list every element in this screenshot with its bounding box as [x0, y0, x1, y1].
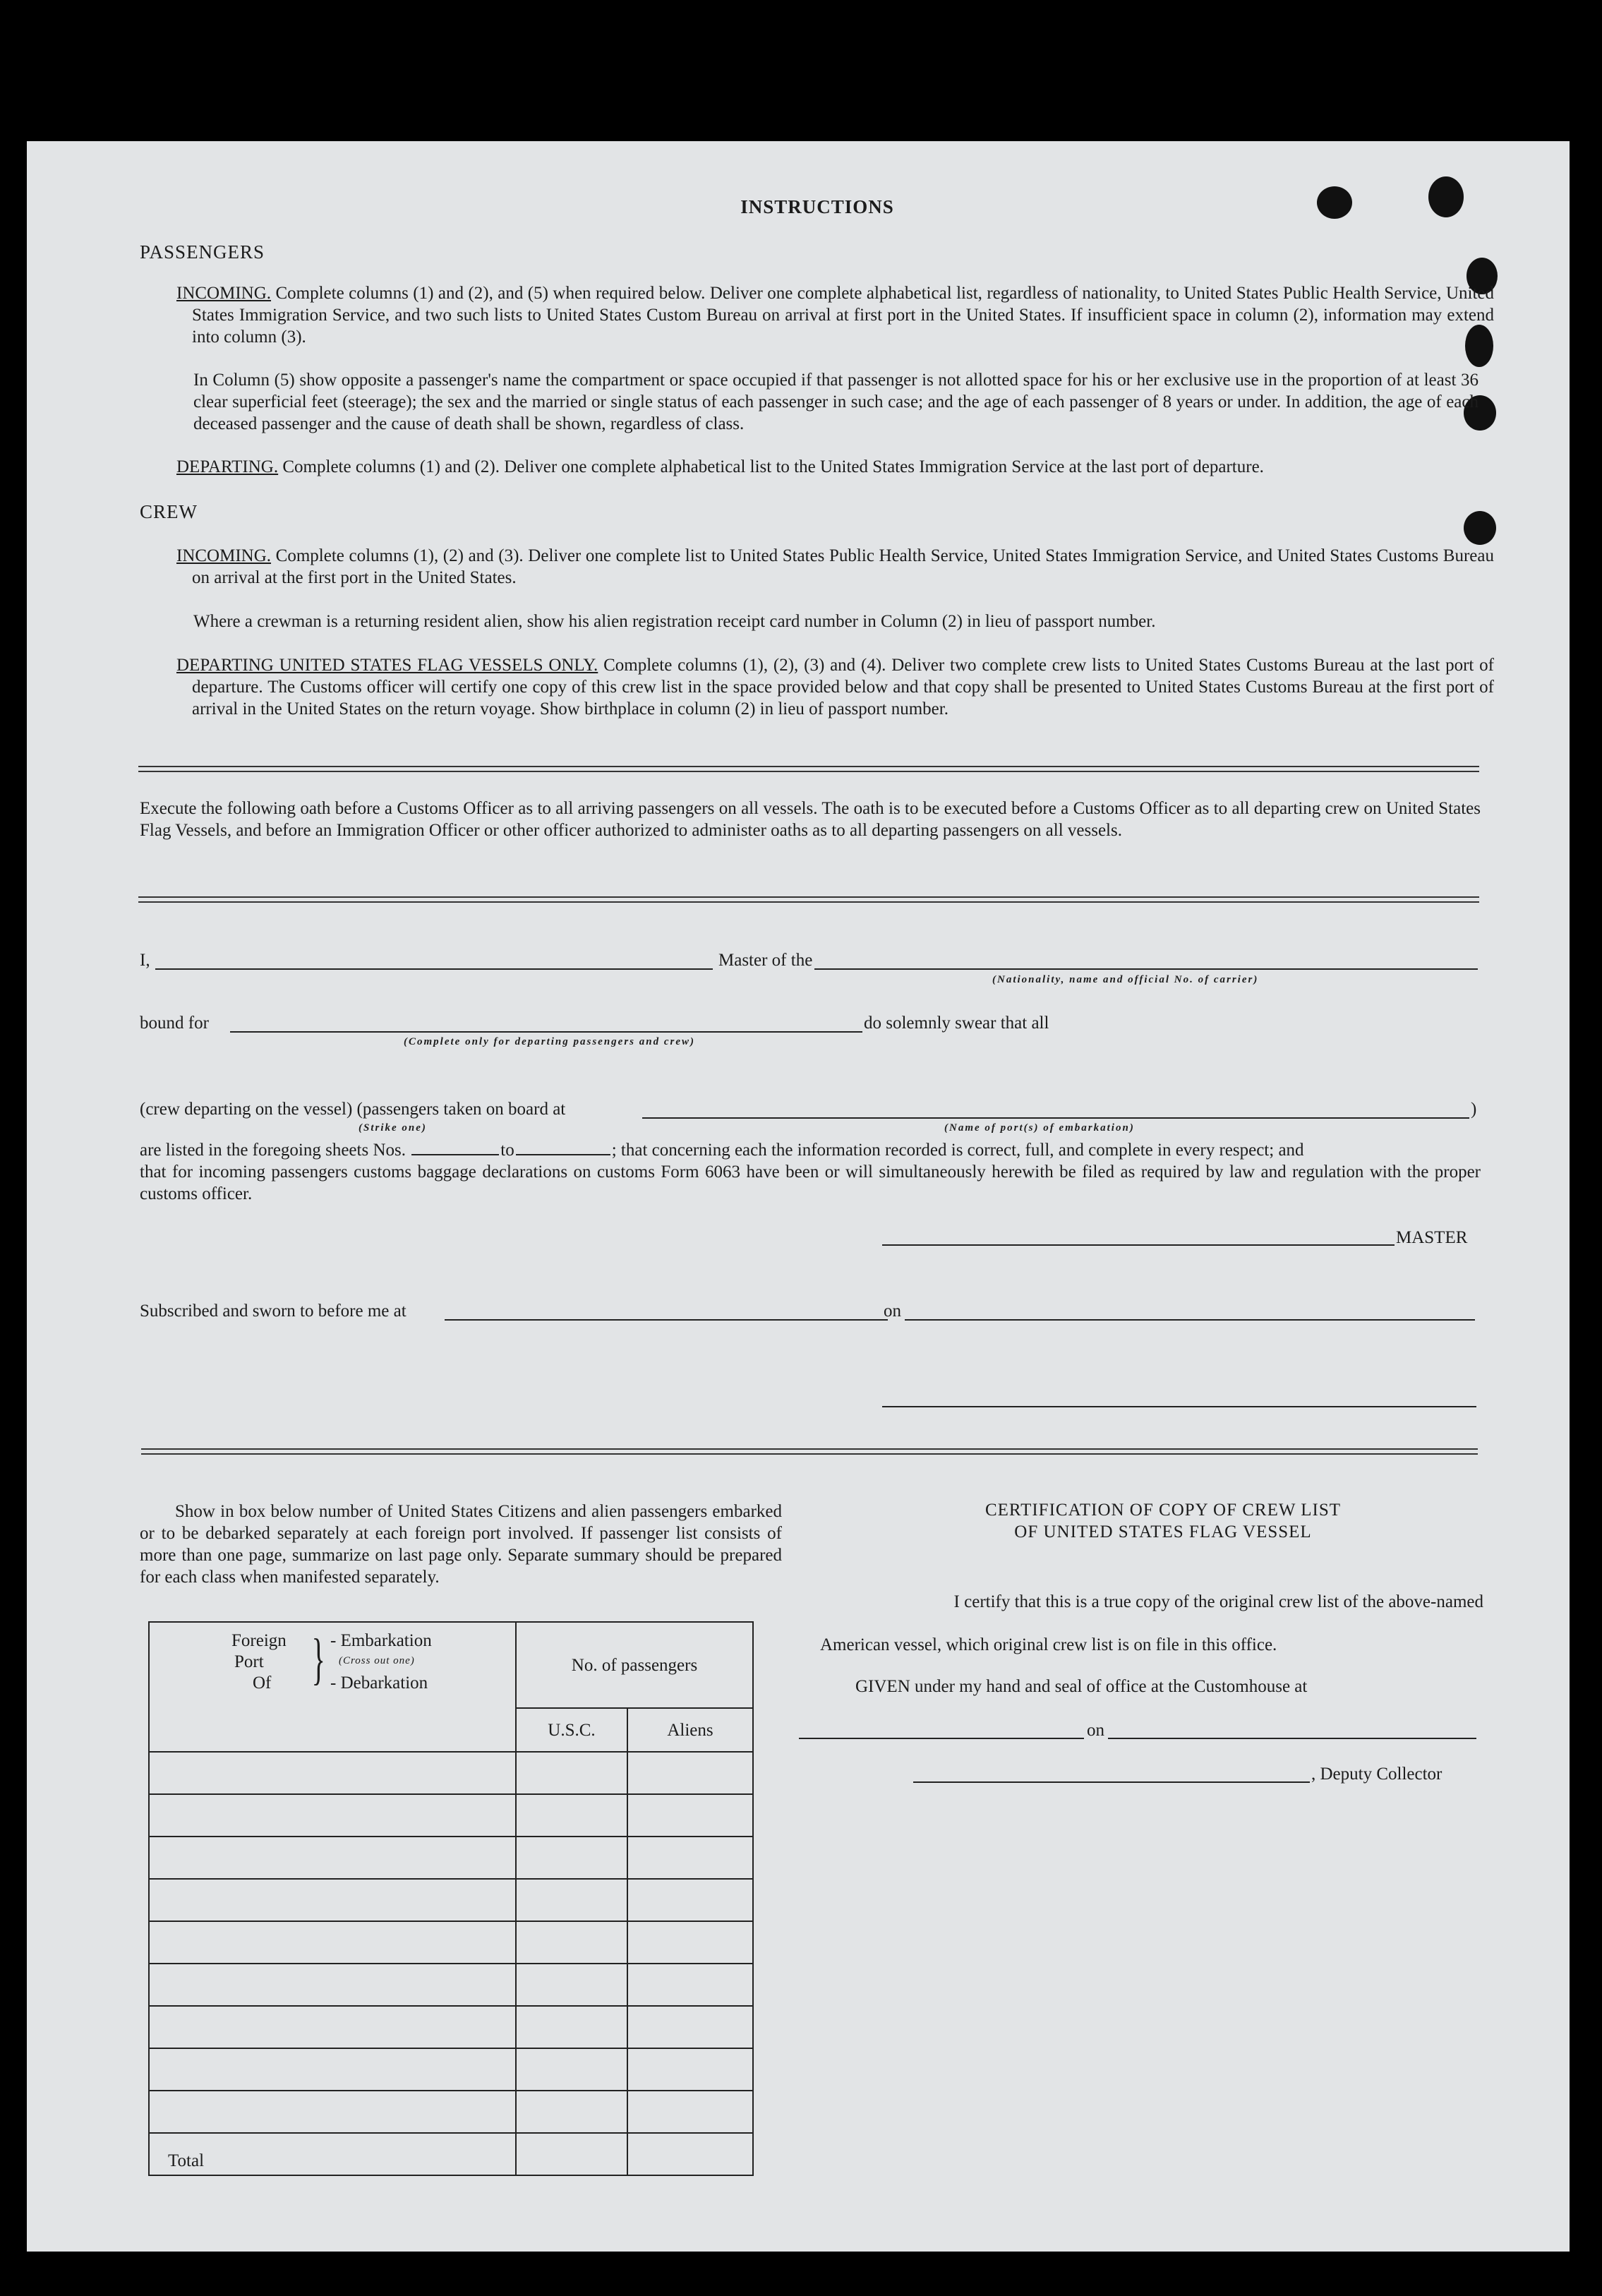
total-aliens-cell[interactable] [627, 2133, 753, 2175]
passengers-incoming-label: INCOMING. [176, 284, 272, 303]
port-cell[interactable] [149, 1794, 516, 1837]
certification-date-field[interactable] [1108, 1738, 1476, 1739]
port-cell[interactable] [149, 2091, 516, 2133]
swear-label: do solemnly swear that all [864, 1014, 1049, 1033]
baggage-declaration-text: that for incoming passengers customs baggage declarations on customs Form 6063 have been or will simultaneously herewith be filed as required by law and regulation with the proper customs officer. [140, 1162, 1481, 1203]
certification-title-line2: OF UNITED STATES FLAG VESSEL [1014, 1522, 1312, 1541]
usc-cell[interactable] [516, 1964, 627, 2006]
aliens-cell[interactable] [627, 1964, 753, 2006]
table-row [149, 2091, 753, 2133]
passengers-incoming-paragraph [176, 282, 1494, 348]
passengers-heading: PASSENGERS [140, 241, 265, 263]
usc-cell[interactable] [516, 2006, 627, 2048]
table-row [149, 1752, 753, 1794]
usc-cell[interactable] [516, 2091, 627, 2133]
sheets-pre-text: are listed in the foregoing sheets Nos. [140, 1141, 406, 1160]
sheets-line [140, 1139, 1481, 1161]
sworn-on-label: on [884, 1302, 901, 1321]
aliens-cell[interactable] [627, 1921, 753, 1964]
total-usc-cell[interactable] [516, 2133, 627, 2175]
port-cell[interactable] [149, 2006, 516, 2048]
table-row [149, 1921, 753, 1964]
passengers-departing-label: DEPARTING. [176, 457, 279, 476]
table-row [149, 1794, 753, 1837]
crew-heading: CREW [140, 501, 198, 522]
deputy-signature-field[interactable] [913, 1781, 1310, 1783]
debarkation-label: - Debarkation [330, 1673, 428, 1693]
certification-line3: GIVEN under my hand and seal of office at the Customhouse at [855, 1677, 1308, 1696]
usc-cell[interactable] [516, 1921, 627, 1964]
port-cell[interactable] [149, 1921, 516, 1964]
brace-icon: } [311, 1628, 325, 1690]
certification-title-line1: CERTIFICATION OF COPY OF CREW LIST [984, 1501, 1342, 1520]
crew-departing-text: Complete columns (1), (2), (3) and (4). Deliver two complete crew lists to United States Customs Bureau at the last port of departure. The Customs officer will certify one copy of this crew list in the space provided below and that copy shall be presented to United States Customs Bureau at the first port of arrival in the United States on the return voyage. Show birthplace in column (2) in lieu of passport number. [192, 656, 1494, 719]
summary-instructions: Show in box below number of United States Citizens and alien passengers embarked or to be debarked separately at each foreign port involved. If passenger list consists of more than one page, summarize on last page only. Separate summary should be prepared for each class when manifested separately. [140, 1502, 782, 1587]
aliens-cell[interactable] [627, 2091, 753, 2133]
port-cell[interactable] [149, 1879, 516, 1921]
bound-for-label: bound for [140, 1014, 209, 1033]
of-label: Of [253, 1673, 272, 1693]
certification-on-label: on [1087, 1721, 1104, 1740]
passengers-incoming-text: Complete columns (1) and (2), and (5) when required below. Deliver one complete alphabetical list, regardless of nationality, to United States Public Health Service, United States Immigration Service, and two such lists to United States Custom Bureau on arrival at first port in the United States. If insufficient space in column (2), information may extend into column (3). [192, 284, 1495, 347]
embarkation-label: - Embarkation [330, 1631, 432, 1650]
crew-passengers-label: (crew departing on the vessel) (passengers taken on board at [140, 1100, 566, 1119]
master-label: MASTER [1396, 1228, 1468, 1247]
sworn-date-field[interactable] [905, 1319, 1475, 1321]
embarkation-port-field[interactable] [642, 1117, 1469, 1119]
divider [138, 896, 1479, 903]
sworn-place-field[interactable] [445, 1319, 888, 1321]
usc-cell[interactable] [516, 2048, 627, 2091]
sheets-to-label: to [500, 1141, 514, 1160]
strike-one-caption: (Strike one) [359, 1122, 427, 1134]
cross-out-caption: (Cross out one) [339, 1655, 415, 1666]
crew-incoming-text: Complete columns (1), (2) and (3). Deliver one complete list to United States Public Health Service, United States Immigration Service, and United States Customs Bureau on arrival at the first port in the United States. [192, 546, 1494, 587]
crew-departing-label: DEPARTING UNITED STATES FLAG VESSELS ONLY. [176, 656, 598, 675]
oath-i-label: I, [140, 951, 150, 970]
crew-incoming-paragraph [176, 545, 1494, 589]
port-caption: (Name of port(s) of embarkation) [944, 1122, 1135, 1134]
port-cell[interactable] [149, 2048, 516, 2091]
port-cell[interactable] [149, 1964, 516, 2006]
usc-cell[interactable] [516, 1794, 627, 1837]
table-row [149, 1837, 753, 1879]
total-row [149, 2133, 753, 2175]
punch-hole [1464, 511, 1496, 545]
customhouse-field[interactable] [799, 1738, 1084, 1739]
table-row [149, 2048, 753, 2091]
passenger-summary-table [148, 1621, 754, 2176]
port-header-cell [149, 1622, 516, 1752]
crew-incoming-label: INCOMING. [176, 546, 272, 565]
close-paren: ) [1471, 1100, 1477, 1119]
passengers-departing-paragraph [176, 456, 1478, 478]
no-passengers-header: No. of passengers [516, 1622, 753, 1708]
carrier-field[interactable] [814, 968, 1478, 970]
sheets-from-field[interactable] [411, 1141, 499, 1155]
aliens-cell[interactable] [627, 1837, 753, 1879]
subscribed-label: Subscribed and sworn to before me at [140, 1302, 406, 1321]
divider [141, 1448, 1478, 1455]
aliens-cell[interactable] [627, 1752, 753, 1794]
usc-header: U.S.C. [516, 1708, 627, 1752]
deputy-collector-label: , Deputy Collector [1311, 1765, 1443, 1784]
master-signature-field[interactable] [882, 1244, 1395, 1246]
master-of-the-label: Master of the [718, 951, 813, 970]
sheets-to-field[interactable] [516, 1141, 610, 1155]
aliens-cell[interactable] [627, 2048, 753, 2091]
usc-cell[interactable] [516, 1837, 627, 1879]
certification-line2: American vessel, which original crew list is on file in this office. [820, 1635, 1277, 1654]
crew-departing-paragraph [176, 654, 1494, 720]
aliens-cell[interactable] [627, 1794, 753, 1837]
master-name-field[interactable] [155, 968, 713, 970]
bound-for-field[interactable] [230, 1031, 862, 1033]
carrier-caption: (Nationality, name and official No. of carrier) [992, 974, 1259, 985]
port-label: Port [234, 1652, 264, 1671]
certification-line1: I certify that this is a true copy of the original crew list of the above-named [953, 1592, 1483, 1611]
usc-cell[interactable] [516, 1879, 627, 1921]
passengers-departing-text: Complete columns (1) and (2). Deliver one complete alphabetical list to the United States Immigration Service at the last port of departure. [282, 457, 1264, 476]
crew-resident-paragraph: Where a crewman is a returning resident alien, show his alien registration receipt card number in Column (2) in lieu of passport number. [193, 612, 1156, 631]
passengers-column5-paragraph: In Column (5) show opposite a passenger's name the compartment or space occupied if that passenger is not allotted space for his or her exclusive use in the proportion of at least 36 clear superficial feet (steerage); the sex and the married or single status of each passenger in such case; and the age of each passenger of 8 years or under. In addition, the age of each deceased passenger and the cause of death shall be shown, regardless of class. [193, 371, 1478, 433]
table-row [149, 1879, 753, 1921]
aliens-cell[interactable] [627, 2006, 753, 2048]
table-row [149, 2006, 753, 2048]
oath-intro-paragraph: Execute the following oath before a Customs Officer as to all arriving passengers on all vessels. The oath is to be executed before a Customs Officer as to all departing crew on United States Flag Vessels, and before an Immigration Officer or other officer authorized to administer oaths as to all departing passengers on all vessels. [140, 799, 1481, 840]
foreign-label: Foreign [231, 1631, 287, 1650]
form-page [27, 141, 1570, 2252]
total-label: Total [149, 2133, 516, 2175]
aliens-cell[interactable] [627, 1879, 753, 1921]
usc-cell[interactable] [516, 1752, 627, 1794]
port-cell[interactable] [149, 1837, 516, 1879]
sheets-post-text: ; that concerning each the information recorded is correct, full, and complete in every respect; and [611, 1141, 1304, 1160]
port-cell[interactable] [149, 1752, 516, 1794]
divider [138, 766, 1479, 772]
page-title: INSTRUCTIONS [740, 196, 894, 217]
table-row [149, 1964, 753, 2006]
bound-for-caption: (Complete only for departing passengers and crew) [404, 1036, 695, 1047]
officer-signature-field[interactable] [882, 1406, 1476, 1407]
aliens-header: Aliens [627, 1708, 753, 1752]
